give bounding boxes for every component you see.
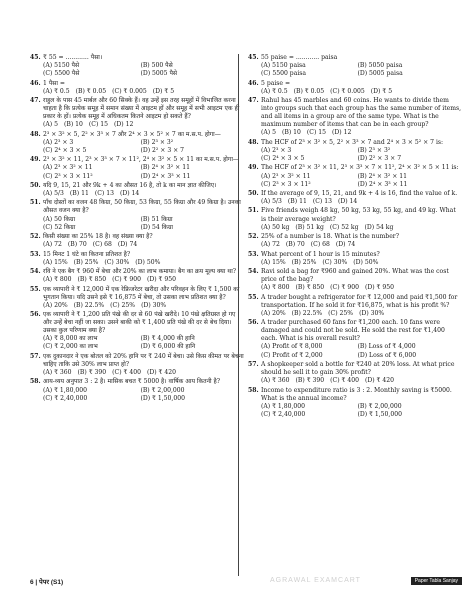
question-text: A shopkeeper sold a bottle for ₹240 at 20% loss. At what price should he sell it to gain 30% profit? xyxy=(261,360,457,377)
answer-option: (A) 50 किग्रा xyxy=(43,215,76,223)
answer-options xyxy=(43,259,246,267)
question-text: Rahul has 45 marbles and 60 coins. He wants to divide them into groups such that each group has the same number of items, and all items in a group are of the same type. What is the maximum number of items that can be in each group? xyxy=(261,97,464,129)
question-number: 54. xyxy=(248,268,259,276)
answer-options xyxy=(261,310,462,318)
answer-options xyxy=(43,335,246,351)
question-item xyxy=(30,199,246,231)
question-text: 55 paise = ............ paisa xyxy=(261,54,338,61)
answer-option: (D) 54 किग्रा xyxy=(140,223,173,231)
question-text: एक दुकानदार ने एक बोतल को 20% हानि पर ₹ 240 में बेचा। उसे किस कीमत पर बेचना चाहिए ताकि उसे 30% लाभ प्राप्त हो? xyxy=(43,352,246,368)
answer-option: (A) 2³ × 3² × 11 xyxy=(43,164,93,172)
question-item xyxy=(248,54,462,78)
answer-option: (C) 2³ × 3 × 11² xyxy=(43,172,93,180)
answer-option: (C) 2⁴ × 3 × 5 xyxy=(261,155,305,163)
question-item xyxy=(30,378,246,402)
question-item xyxy=(248,207,462,231)
question-item xyxy=(248,190,462,206)
question-text: 2³ × 3² × 11, 2³ × 3³ × 7 × 11², 2⁴ × 3² × 5 × 11 का म.स.प. होगा— xyxy=(43,156,239,164)
question-item xyxy=(248,319,462,359)
answer-option: (C) ₹ 0.005 xyxy=(112,87,147,95)
question-number: 48. xyxy=(30,130,41,138)
answer-option: (A) 5 xyxy=(43,121,58,129)
answer-option: (B) ₹ 0.05 xyxy=(75,87,107,95)
answer-options xyxy=(261,173,462,189)
question-text: राहुल के पास 45 मार्बल और 60 सिक्के हैं। वह उन्हें इस तरह समूहों में विभाजित करना चाहता है कि प्रत्येक समूह में समान संख्या में आइटम हों और समूह में सभी आइटम एक ही प्रकार के हों। प्रत्येक समूह में अधिकतम कितने आइटम हो सकते हैं? xyxy=(43,97,242,121)
question-number: 53. xyxy=(30,250,41,258)
question-number: 56. xyxy=(248,319,259,327)
answer-options xyxy=(261,377,462,385)
answer-options xyxy=(261,198,462,206)
answer-option: (C) 30% xyxy=(104,258,130,266)
watermark: AGRAWAL EXAMCART xyxy=(270,577,361,584)
answer-option: (D) 50% xyxy=(353,258,379,266)
question-text: Ravi sold a bag for ₹960 and gained 20%. What was the cost price of the bag? xyxy=(261,268,451,284)
question-number: 49. xyxy=(30,156,41,164)
answer-option: (C) ₹ 2,40,000 xyxy=(261,410,306,418)
answer-option: (B) 2⁴ × 3² × 11 xyxy=(140,164,190,172)
answer-option: (A) 20% xyxy=(43,301,68,309)
question-item xyxy=(248,139,462,163)
question-text: 25% of a number is 18. What is the number? xyxy=(261,233,399,241)
question-text: What percent of 1 hour is 15 minutes? xyxy=(261,250,380,258)
answer-option: (C) ₹ 900 xyxy=(330,284,359,292)
answer-option: (A) ₹ 360 xyxy=(43,369,72,377)
answer-option: (C) 52 kg xyxy=(329,223,359,231)
answer-option: (B) 70 xyxy=(67,241,87,249)
question-item xyxy=(248,80,462,96)
question-number: 50. xyxy=(30,181,41,189)
answer-option: (B) ₹ 390 xyxy=(77,369,107,377)
answer-option: (A) 5/3 xyxy=(261,198,282,206)
question-text: Income to expenditure ratio is 3 : 2. Monthly saving is ₹5000. What is the annual income? xyxy=(261,386,454,402)
answer-option: (C) 68 xyxy=(92,241,112,249)
question-item xyxy=(30,311,246,351)
answer-option: (D) ₹ 950 xyxy=(364,284,395,292)
answer-options xyxy=(261,129,462,137)
question-text: The HCF of 2³ × 3² × 5, 2² × 3³ × 7 and 2⁴ × 3 × 5² × 7 is: xyxy=(261,138,444,146)
question-number: 55. xyxy=(248,293,259,301)
answer-option: (A) 5150 पैसे xyxy=(43,62,80,70)
answer-option: (B) 25% xyxy=(73,258,99,266)
answer-option: (C) ₹ 0.005 xyxy=(330,87,365,95)
question-number: 54. xyxy=(30,268,41,276)
question-number: 57. xyxy=(248,360,259,368)
answer-option: (D) 2² × 3 × 7 xyxy=(140,146,185,154)
question-number: 46. xyxy=(30,79,41,87)
question-text: पाँच दोस्तों का वजन 48 किग्रा, 50 किग्रा, 53 किग्रा, 55 किग्रा और 49 किग्रा है। उनका औसत वजन क्या है? xyxy=(43,199,243,215)
question-item xyxy=(248,294,462,318)
question-number: 50. xyxy=(248,189,259,197)
answer-option: (B) ₹ 2,00,000 xyxy=(140,386,185,394)
question-text: If the average of 9, 15, 21, and 9k + 4 is 16, find the value of k. xyxy=(261,189,458,197)
answer-option: (D) 12 xyxy=(114,121,134,129)
answer-option: (D) 2² × 3 × 7 xyxy=(357,155,402,163)
answer-option: (C) 25% xyxy=(110,301,136,309)
question-text: ₹ 55 = ............ पैसा। xyxy=(43,54,103,61)
answer-option: (C) 30% xyxy=(322,258,348,266)
answer-options xyxy=(43,369,246,377)
answer-option: (C) 52 किग्रा xyxy=(43,223,76,231)
page-number: 6 | पेपर (S1) xyxy=(30,579,64,586)
question-text: 5 paise = xyxy=(261,79,291,87)
answer-option: (C) 13 xyxy=(312,198,332,206)
answer-option: (D) ₹ 1,50,000 xyxy=(140,394,185,402)
answer-options xyxy=(43,387,246,403)
question-item xyxy=(30,286,246,310)
question-text: एक व्यापारी ने ₹ 1,200 प्रति पंखे की दर से 60 पंखे खरीदे। 10 पंखे क्षतिग्रस्त हो गए और उन्हें बेचा नहीं जा सका। उसने बाकी को ₹ 1,400 प्रति पंखे की दर से बेच दिया। उसका कुल परिणाम क्या है? xyxy=(43,311,238,335)
question-text: रवि ने एक बैग ₹ 960 में बेचा और 20% का लाभ कमाया। बैग का क्रय मूल्य क्या था? xyxy=(43,268,237,276)
answer-options xyxy=(43,190,246,198)
question-number: 56. xyxy=(30,311,41,319)
answer-option: (A) 15% xyxy=(261,258,286,266)
answer-option: (D) 74 xyxy=(117,241,138,249)
question-item xyxy=(248,268,462,292)
answer-option: (A) 72 xyxy=(43,241,62,249)
question-text: यदि 9, 15, 21 और 9k + 4 का औसत 16 है, तो k का मान ज्ञात कीजिए। xyxy=(43,181,217,189)
answer-option: (A) 15% xyxy=(43,258,68,266)
answer-options xyxy=(261,88,462,96)
answer-option: (A) Profit of ₹ 8,000 xyxy=(261,343,323,351)
question-number: 58. xyxy=(30,378,41,386)
answer-option: (B) 11 xyxy=(69,189,89,197)
answer-option: (D) 2⁴ × 3³ × 11 xyxy=(140,172,191,180)
question-number: 58. xyxy=(248,386,259,394)
question-text: 1 पैसा = xyxy=(43,79,66,87)
answer-option: (B) ₹ 0.05 xyxy=(293,87,325,95)
answer-option: (B) 2³ × 3² xyxy=(140,138,174,146)
question-item xyxy=(248,251,462,267)
answer-option: (C) 15 xyxy=(88,121,109,129)
answer-option: (B) 2³ × 3² xyxy=(357,146,391,154)
answer-option: (B) ₹ 2,00,000 xyxy=(357,402,402,410)
answer-option: (D) ₹ 1,50,000 xyxy=(357,410,402,418)
answer-option: (B) 22.5% xyxy=(291,309,323,317)
question-number: 55. xyxy=(30,285,41,293)
question-item xyxy=(30,353,246,377)
answer-option: (B) 10 xyxy=(63,121,83,129)
answer-options xyxy=(261,147,462,163)
answer-options xyxy=(43,241,246,249)
hindi-column xyxy=(30,54,246,404)
answer-option: (C) ₹ 2,40,000 xyxy=(43,394,88,402)
answer-option: (B) 51 किग्रा xyxy=(140,215,173,223)
answer-option: (D) ₹ 420 xyxy=(364,377,395,385)
answer-options xyxy=(43,164,246,180)
answer-option: (B) ₹ 4,000 की हानि xyxy=(140,335,195,343)
question-item xyxy=(248,361,462,385)
answer-option: (A) 5150 paisa xyxy=(261,62,306,70)
answer-option: (B) ₹ 390 xyxy=(295,377,325,385)
question-number: 57. xyxy=(30,352,41,360)
question-item xyxy=(30,131,246,155)
question-number: 45. xyxy=(30,54,41,61)
column-divider xyxy=(238,54,239,576)
question-number: 48. xyxy=(248,138,259,146)
answer-option: (A) 5/3 xyxy=(43,189,64,197)
answer-option: (B) 70 xyxy=(285,241,305,249)
question-text: A trader purchased 60 fans for ₹1,200 each. 10 fans were damaged and could not be sold. He sold the rest for ₹1,400 each. What is his overall result? xyxy=(261,319,447,343)
answer-option: (C) 2³ × 3 × 11² xyxy=(261,180,311,188)
answer-option: (C) 13 xyxy=(94,189,114,197)
answer-option: (D) 74 xyxy=(335,241,356,249)
answer-option: (C) 5500 पैसे xyxy=(43,70,80,78)
answer-options xyxy=(43,121,246,129)
english-column xyxy=(248,54,462,420)
question-number: 47. xyxy=(248,97,259,105)
answer-options xyxy=(43,276,246,284)
question-number: 45. xyxy=(248,54,259,61)
question-text: The HCF of 2³ × 3² × 11, 2³ × 3³ × 7 × 11², 2⁴ × 3² × 5 × 11 is: xyxy=(261,164,459,172)
answer-option: (B) 51 kg xyxy=(295,223,324,231)
answer-option: (D) 5005 paisa xyxy=(357,70,403,78)
answer-option: (C) 2⁴ × 3 × 5 xyxy=(43,146,87,154)
question-item xyxy=(30,156,246,180)
answer-option: (A) 20% xyxy=(261,309,286,317)
question-number: 51. xyxy=(248,207,259,215)
answer-option: (A) 2³ × 3² × 11 xyxy=(261,172,311,180)
question-text: 2³ × 3² × 5, 2² × 3³ × 7 और 2⁴ × 3 × 5² × 7 का म.स.प. होगा— xyxy=(43,130,221,138)
answer-option: (A) 2³ × 3 xyxy=(43,138,74,146)
answer-option: (A) ₹ 800 xyxy=(261,284,290,292)
answer-option: (D) ₹ 5 xyxy=(370,87,393,95)
answer-option: (D) 30% xyxy=(359,309,385,317)
question-text: 15 मिनट 1 घंटे का कितना प्रतिशत है? xyxy=(43,250,131,258)
answer-options xyxy=(261,224,462,232)
question-item xyxy=(248,97,462,137)
page-footer xyxy=(30,577,462,587)
question-number: 51. xyxy=(30,199,41,207)
question-text: आय-व्यय अनुपात 3 : 2 है। मासिक बचत ₹ 5000 है। वार्षिक आय कितनी है? xyxy=(43,378,221,386)
answer-option: (B) 2⁴ × 3² × 11 xyxy=(357,172,407,180)
answer-options xyxy=(43,302,246,310)
answer-options xyxy=(261,62,462,78)
answer-options xyxy=(261,284,462,292)
answer-option: (D) ₹ 950 xyxy=(146,276,177,284)
answer-option: (D) ₹ 5 xyxy=(152,87,175,95)
answer-option: (B) 25% xyxy=(291,258,317,266)
publisher-badge: Paper Tabla Sanjay xyxy=(411,577,462,585)
answer-option: (C) 15 xyxy=(306,129,327,137)
answer-option: (C) Profit of ₹ 2,000 xyxy=(261,351,323,359)
answer-option: (C) ₹ 400 xyxy=(112,369,141,377)
answer-options xyxy=(43,139,246,155)
answer-option: (B) ₹ 850 xyxy=(77,276,107,284)
question-number: 46. xyxy=(248,79,259,87)
answer-option: (C) ₹ 2,000 का लाभ xyxy=(43,343,98,351)
answer-option: (D) 30% xyxy=(141,301,167,309)
question-item xyxy=(248,164,462,188)
answer-options xyxy=(261,343,462,359)
answer-options xyxy=(261,259,462,267)
answer-option: (B) Loss of ₹ 4,000 xyxy=(357,343,416,351)
answer-option: (B) 500 पैसे xyxy=(140,62,173,70)
answer-option: (A) ₹ 0.5 xyxy=(261,87,288,95)
answer-option: (A) ₹ 800 xyxy=(43,276,72,284)
answer-option: (D) ₹ 420 xyxy=(146,369,177,377)
answer-option: (A) 50 kg xyxy=(261,223,290,231)
answer-option: (D) 2⁴ × 3³ × 11 xyxy=(357,180,408,188)
answer-option: (D) 12 xyxy=(332,129,352,137)
question-item xyxy=(30,268,246,284)
answer-options xyxy=(43,88,246,96)
answer-option: (C) 5500 paisa xyxy=(261,70,307,78)
answer-option: (D) Loss of ₹ 6,000 xyxy=(357,351,417,359)
answer-option: (A) 5 xyxy=(261,129,276,137)
question-number: 49. xyxy=(248,164,259,172)
answer-option: (B) ₹ 850 xyxy=(295,284,325,292)
question-item xyxy=(248,233,462,249)
answer-option: (D) 5005 पैसे xyxy=(140,70,178,78)
question-number: 53. xyxy=(248,250,259,258)
question-text: Five friends weigh 48 kg, 50 kg, 53 kg, 55 kg, and 49 kg. What is their average weight? xyxy=(261,207,458,223)
answer-option: (C) 68 xyxy=(310,241,330,249)
answer-option: (B) 22.5% xyxy=(73,301,105,309)
answer-option: (D) 54 kg xyxy=(364,223,394,231)
answer-option: (C) ₹ 900 xyxy=(112,276,141,284)
question-text: एक व्यापारी ने ₹ 12,000 में एक रेफ्रिजरेटर खरीदा और परिवहन के लिए ₹ 1,500 का भुगतान किया। यदि उसने इसे ₹ 16,875 में बेचा, तो उसका लाभ प्रतिशत क्या है? xyxy=(43,285,242,301)
answer-options xyxy=(261,403,462,419)
question-text: किसी संख्या का 25% 18 है। वह संख्या क्या है? xyxy=(43,233,153,241)
answer-options xyxy=(43,62,246,78)
question-item xyxy=(30,182,246,198)
answer-option: (A) ₹ 360 xyxy=(261,377,290,385)
answer-option: (A) 72 xyxy=(261,241,280,249)
answer-option: (D) ₹ 6,000 की हानि xyxy=(140,343,196,351)
question-item xyxy=(248,387,462,419)
question-number: 52. xyxy=(248,233,259,241)
answer-option: (C) ₹ 400 xyxy=(330,377,359,385)
question-text: A trader bought a refrigerator for ₹ 12,000 and paid ₹1,500 for transportation. If he sold it for ₹16,875, what is his profit %? xyxy=(261,293,460,309)
answer-option: (A) ₹ 1,80,000 xyxy=(43,386,88,394)
question-item xyxy=(30,233,246,249)
answer-options xyxy=(261,241,462,249)
answer-option: (A) 2³ × 3 xyxy=(261,146,292,154)
answer-option: (A) ₹ 1,80,000 xyxy=(261,402,306,410)
question-number: 47. xyxy=(30,97,41,105)
answer-option: (D) 14 xyxy=(119,189,140,197)
question-item xyxy=(30,54,246,78)
question-item xyxy=(30,251,246,267)
answer-option: (D) 50% xyxy=(135,258,161,266)
question-item xyxy=(30,97,246,129)
answer-option: (B) 5050 paisa xyxy=(357,62,403,70)
answer-option: (B) 11 xyxy=(287,198,307,206)
question-number: 52. xyxy=(30,233,41,241)
answer-option: (C) 25% xyxy=(328,309,354,317)
question-item xyxy=(30,80,246,96)
answer-option: (A) ₹ 0.5 xyxy=(43,87,70,95)
answer-option: (A) ₹ 8,000 का लाभ xyxy=(43,335,98,343)
answer-option: (B) 10 xyxy=(281,129,301,137)
answer-option: (D) 14 xyxy=(337,198,358,206)
answer-options xyxy=(43,216,246,232)
